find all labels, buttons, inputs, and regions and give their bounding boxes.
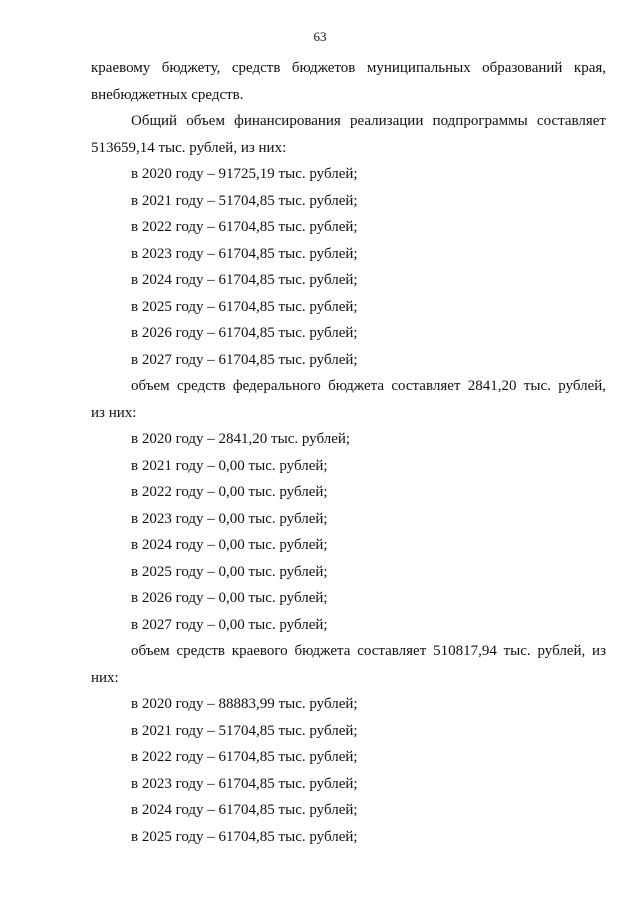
- total-year-2027: в 2027 году – 61704,85 тыс. рублей;: [131, 352, 358, 368]
- total-year-2024: в 2024 году – 61704,85 тыс. рублей;: [131, 272, 358, 288]
- regional-year-2022: в 2022 году – 61704,85 тыс. рублей;: [131, 749, 358, 765]
- federal-year-2021: в 2021 году – 0,00 тыс. рублей;: [131, 458, 328, 474]
- total-year-2026: в 2026 году – 61704,85 тыс. рублей;: [131, 325, 358, 341]
- federal-year-2025: в 2025 году – 0,00 тыс. рублей;: [131, 564, 328, 580]
- federal-year-2026: в 2026 году – 0,00 тыс. рублей;: [131, 590, 328, 606]
- regional-year-2024: в 2024 году – 61704,85 тыс. рублей;: [131, 802, 358, 818]
- regional-year-2025: в 2025 году – 61704,85 тыс. рублей;: [131, 829, 358, 845]
- federal-year-2024: в 2024 году – 0,00 тыс. рублей;: [131, 537, 328, 553]
- federal-paragraph-line-1: объем средств федерального бюджета составляет 2841,20 тыс. рублей,: [131, 378, 606, 394]
- federal-year-2027: в 2027 году – 0,00 тыс. рублей;: [131, 617, 328, 633]
- regional-year-2021: в 2021 году – 51704,85 тыс. рублей;: [131, 723, 358, 739]
- total-paragraph-line-2: 513659,14 тыс. рублей, из них:: [91, 140, 287, 156]
- total-year-2021: в 2021 году – 51704,85 тыс. рублей;: [131, 193, 358, 209]
- total-year-2025: в 2025 году – 61704,85 тыс. рублей;: [131, 299, 358, 315]
- regional-year-2020: в 2020 году – 88883,99 тыс. рублей;: [131, 696, 358, 712]
- total-year-2022: в 2022 году – 61704,85 тыс. рублей;: [131, 219, 358, 235]
- federal-paragraph-line-2: из них:: [91, 405, 137, 421]
- intro-line-1: краевому бюджету, средств бюджетов муниципальных образований края,: [91, 60, 606, 76]
- federal-year-2022: в 2022 году – 0,00 тыс. рублей;: [131, 484, 328, 500]
- total-year-2020: в 2020 году – 91725,19 тыс. рублей;: [131, 166, 358, 182]
- total-year-2023: в 2023 году – 61704,85 тыс. рублей;: [131, 246, 358, 262]
- federal-year-2023: в 2023 году – 0,00 тыс. рублей;: [131, 511, 328, 527]
- federal-year-2020: в 2020 году – 2841,20 тыс. рублей;: [131, 431, 351, 447]
- page-number: 63: [313, 29, 327, 44]
- intro-line-2: внебюджетных средств.: [91, 87, 244, 103]
- regional-paragraph-line-2: них:: [91, 670, 119, 686]
- total-paragraph-line-1: Общий объем финансирования реализации подпрограммы составляет: [131, 113, 606, 129]
- regional-year-2023: в 2023 году – 61704,85 тыс. рублей;: [131, 776, 358, 792]
- regional-paragraph-line-1: объем средств краевого бюджета составляет 510817,94 тыс. рублей, из: [131, 643, 606, 659]
